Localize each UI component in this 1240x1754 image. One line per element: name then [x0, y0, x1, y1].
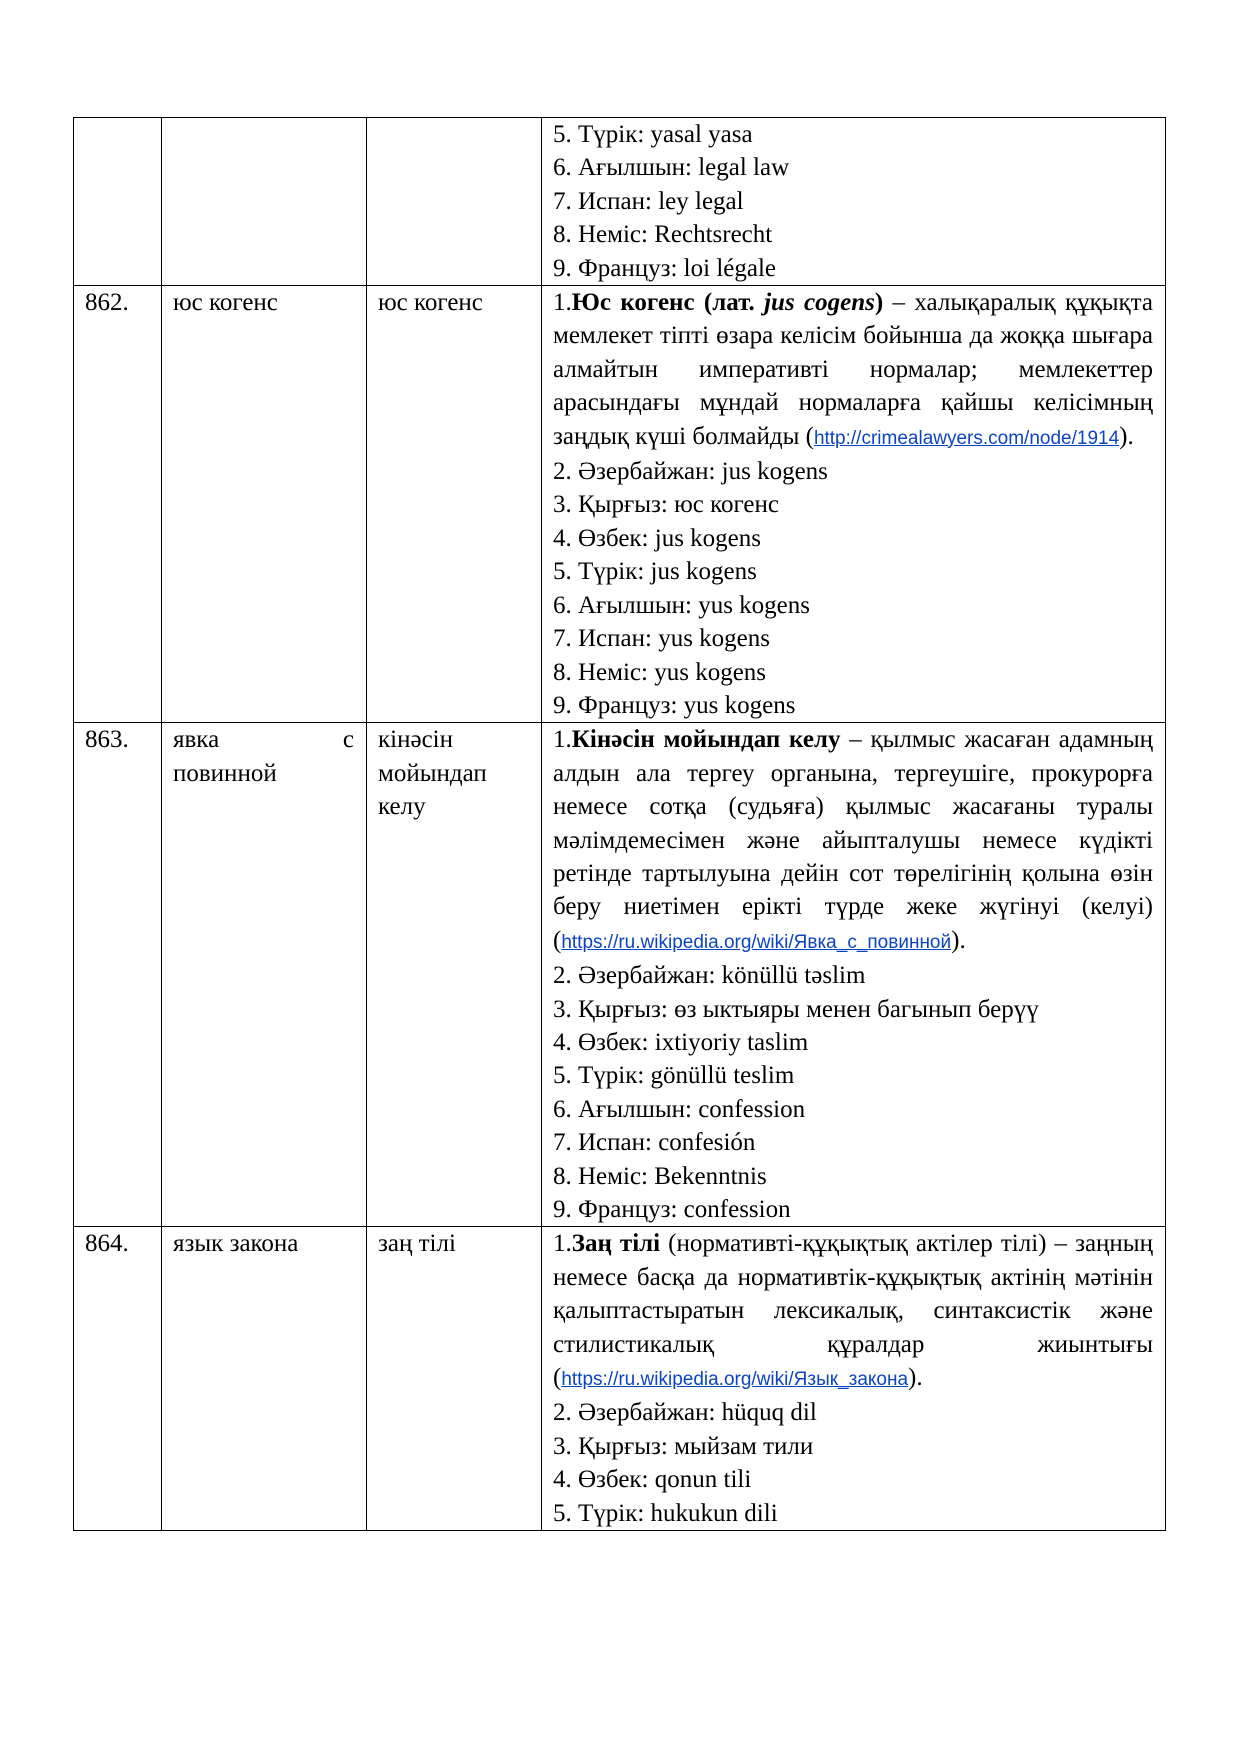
russian-term-cell — [162, 723, 367, 1227]
definition-body: – халықаралық құқықта мемлекет тіпті өзара келісім бойынша да жоққа шығара алмайтын императивті нормалар; мемлекеттер арасындағы мұндай нормаларға қайшы келісімның заңдық күші болмайды ( — [553, 289, 1154, 450]
kazakh-term: юс когенс — [367, 286, 542, 723]
definition-cell — [542, 286, 1166, 723]
definition-prefix: 1. — [553, 1230, 572, 1258]
translation-line: 5. Түрік: jus kogens — [553, 558, 757, 586]
translation-line: 9. Француз: confession — [553, 1196, 791, 1223]
table-row — [74, 286, 1166, 723]
translation-line: 5. Түрік: yasal yasa — [553, 121, 753, 148]
translation-line: 6. Ағылшын: yus kogens — [553, 591, 811, 619]
kazakh-term-cell — [367, 118, 542, 286]
definition-end: ). — [1119, 422, 1134, 450]
translation-line: 2. Әзербайжан: könüllü təslim — [553, 962, 866, 990]
translation-line: 8. Неміс: yus kogens — [553, 658, 767, 686]
definition-term: Заң тілі — [571, 1230, 661, 1258]
table-row — [74, 118, 1166, 286]
translation-line: 2. Әзербайжан: jus kogens — [553, 458, 828, 486]
dictionary-table — [73, 117, 1166, 1531]
kazakh-term: заң тілі — [367, 1227, 542, 1531]
translation-line: 6. Ағылшын: legal law — [553, 154, 790, 182]
source-link[interactable]: http://crimealawyers.com/node/1914 — [813, 427, 1120, 449]
definition-term-close: ) — [874, 289, 884, 317]
definition-term — [572, 289, 883, 316]
translation-line: 4. Өзбек: ixtiyoriy taslim — [553, 1028, 809, 1056]
translation-line: 3. Қырғыз: өз ыктыяры менен багынып берүү — [553, 995, 1039, 1023]
russian-term: юс когенс — [162, 286, 367, 723]
definition-end: ). — [908, 1364, 923, 1392]
translation-line: 7. Испан: ley legal — [553, 187, 744, 215]
entry-number: 863. — [74, 723, 162, 1227]
definition-cell — [542, 118, 1166, 286]
definition-cell — [542, 1227, 1166, 1531]
source-link[interactable]: https://ru.wikipedia.org/wiki/Явка_с_повинной — [561, 931, 952, 953]
definition-body: – қылмыс жасаған адамның алдын ала тергеу органына, тергеушіге, прокурорға немесе сотқа (судьяға) қылмыс жасағаны туралы мәлімдемесімен және айыпталушы немесе күдікті ретінде тартылуына дейін сот төрелігінің қолына өзін беру ниетімен ерікті түрде жеке жүгінуі (келуі) ( — [553, 726, 1154, 954]
definition-text — [553, 286, 1153, 455]
entry-number: 864. — [74, 1227, 162, 1531]
definition-prefix: 1. — [553, 289, 572, 317]
definition-prefix: 1. — [553, 726, 572, 754]
russian-term: язык закона — [162, 1227, 367, 1531]
definition-text — [553, 723, 1153, 959]
source-link[interactable]: https://ru.wikipedia.org/wiki/Язык_закона — [561, 1369, 909, 1391]
translation-line: 3. Қырғыз: юс когенс — [553, 491, 779, 519]
russian-term-line — [173, 723, 354, 756]
russian-term-word: повинной — [173, 759, 277, 787]
definition-term-text: Юс когенс (лат. — [571, 289, 765, 317]
definition-body: (нормативті-құқықтық актілер тілі) – заңның немесе басқа да нормативтік-құқықтық актінің мәтінін қалыптастыратын лексикалық, синтаксистік және стилистикалық құралдар жиынтығы ( — [553, 1230, 1153, 1392]
translation-line: 8. Неміс: Rechtsrecht — [553, 221, 773, 249]
definition-end: ). — [951, 926, 966, 954]
russian-term-word: с — [342, 726, 354, 754]
translation-line: 4. Өзбек: qonun tili — [553, 1466, 752, 1494]
russian-term-cell — [162, 118, 367, 286]
entry-number-cell — [74, 118, 162, 286]
translation-line: 4. Өзбек: jus kogens — [553, 524, 762, 552]
kazakh-term: кінәсін мойындап келу — [367, 723, 542, 1227]
translation-line: 5. Түрік: gönüllü teslim — [553, 1062, 795, 1090]
translation-line: 7. Испан: confesión — [553, 1129, 756, 1157]
translation-line: 8. Неміс: Bekenntnis — [553, 1162, 767, 1190]
latin-term: jus cogens — [764, 289, 875, 317]
translation-line: 2. Әзербайжан: hüquq dil — [553, 1399, 817, 1427]
table-row — [74, 723, 1166, 1227]
translation-line: 3. Қырғыз: мыйзам тили — [553, 1432, 814, 1460]
translation-line: 6. Ағылшын: confession — [553, 1095, 806, 1123]
entry-number: 862. — [74, 286, 162, 723]
table-row — [74, 1227, 1166, 1531]
translation-line: 7. Испан: yus kogens — [553, 625, 771, 653]
russian-term-word: явка — [173, 726, 220, 754]
definition-cell — [542, 723, 1166, 1227]
definition-text — [553, 1227, 1153, 1396]
translation-line: 9. Француз: loi légale — [553, 254, 776, 282]
translation-line: 9. Француз: yus kogens — [553, 691, 796, 719]
translation-line: 5. Түрік: hukukun dili — [553, 1499, 778, 1527]
definition-term: Кінәсін мойындап келу — [571, 726, 841, 754]
